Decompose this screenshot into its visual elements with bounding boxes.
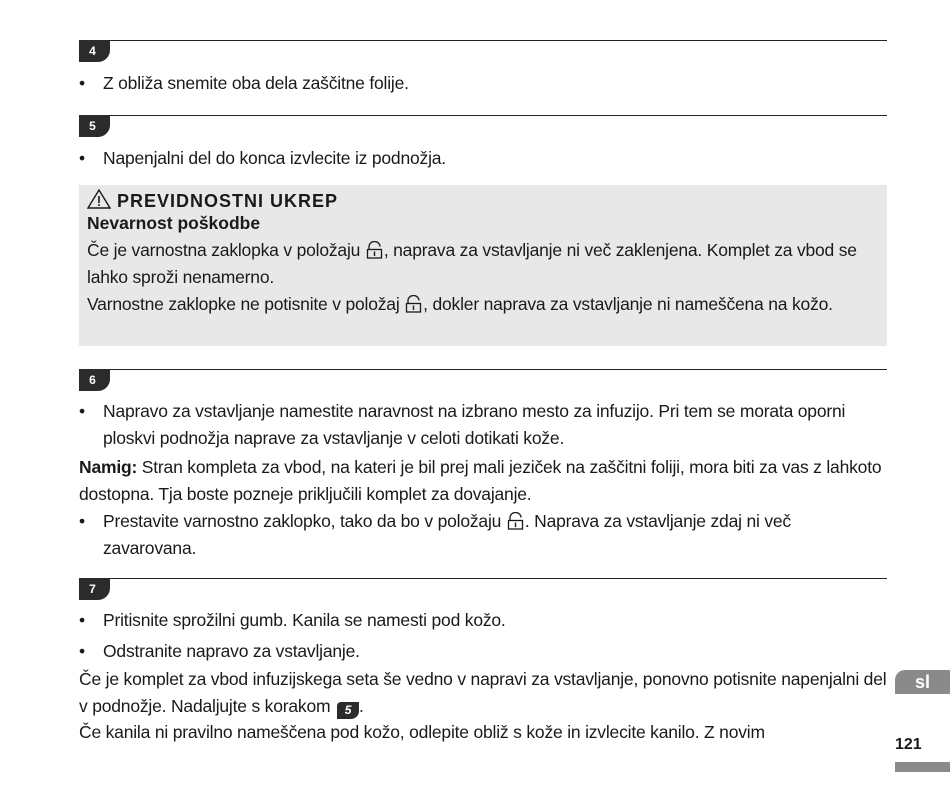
- step-divider: [79, 578, 887, 579]
- step-5-bullet: • Napenjalni del do konca izvlecite iz podnožja.: [79, 145, 879, 172]
- step-badge: 4: [79, 40, 110, 62]
- step-badge: 7: [79, 578, 110, 600]
- step-badge: 5: [79, 115, 110, 137]
- warning-triangle-icon: [87, 189, 111, 209]
- step-divider: [79, 369, 887, 370]
- step-4-bullet: • Z obliža snemite oba dela zaščitne folije.: [79, 70, 879, 97]
- step-divider: [79, 115, 887, 116]
- bullet2-text-b: . Naprava za vstavljanje zdaj ni več zavarovana.: [103, 511, 791, 558]
- step-6-bullet-2: [79, 508, 879, 562]
- warning-line2-b: , dokler naprava za vstavljanje ni nameščena na kožo.: [423, 294, 833, 314]
- page-marker-bar: [895, 762, 950, 772]
- bullet2-text-a: Prestavite varnostno zaklopko, tako da bo v položaju: [103, 511, 506, 531]
- warning-title-text: PREVIDNOSTNI UKREP: [117, 191, 339, 211]
- warning-box: [79, 185, 887, 346]
- warning-text: [87, 237, 877, 318]
- step-7-para-1: [79, 666, 889, 720]
- page-number: 121: [895, 736, 922, 753]
- para1-text-b: .: [359, 696, 364, 716]
- unlocked-padlock-icon: [405, 295, 422, 313]
- step-6-bullet-1: • Napravo za vstavljanje namestite naravnost na izbrano mesto za infuzijo. Pri tem se morata oporni ploskvi podnožja naprave za vstavljanje v celoti dotikati kože.: [79, 398, 879, 452]
- unlocked-padlock-icon: [366, 241, 383, 259]
- warning-title: [87, 189, 338, 212]
- step-7-bullet-2: • Odstranite napravo za vstavljanje.: [79, 638, 879, 665]
- hint-text: Stran kompleta za vbod, na kateri je bil prej mali jeziček na zaščitni foliji, mora biti za vas z lahkoto dostopna. Tja boste pozneje priključili komplet za dovajanje.: [79, 457, 882, 504]
- hint-label: Namig:: [79, 457, 138, 477]
- step-6-hint: [79, 454, 889, 508]
- para1-text-a: Če je komplet za vbod infuzijskega seta še vedno v napravi za vstavljanje, ponovno potisnite napenjalni del v podnožje. Nadaljujte s korakom: [79, 669, 887, 716]
- warning-subtitle: Nevarnost poškodbe: [87, 213, 261, 233]
- step-7-para-2: Če kanila ni pravilno nameščena pod kožo, odlepite obliž s kože in izvlecite kanilo. Z novim: [79, 722, 765, 742]
- step-7-bullet-1: • Pritisnite sprožilni gumb. Kanila se namesti pod kožo.: [79, 607, 879, 634]
- warning-line1-b: , naprava za vstavljanje ni več zaklenjena. Komplet za vbod se lahko sproži nenamerno.: [87, 240, 857, 287]
- warning-line1-a: Če je varnostna zaklopka v položaju: [87, 240, 365, 260]
- warning-line2-a: Varnostne zaklopke ne potisnite v položaj: [87, 294, 405, 314]
- step-badge: 6: [79, 369, 110, 391]
- language-tab: sl: [895, 670, 950, 694]
- step-divider: [79, 40, 887, 41]
- unlocked-padlock-icon: [507, 512, 524, 530]
- step-reference-badge: 5: [337, 702, 359, 719]
